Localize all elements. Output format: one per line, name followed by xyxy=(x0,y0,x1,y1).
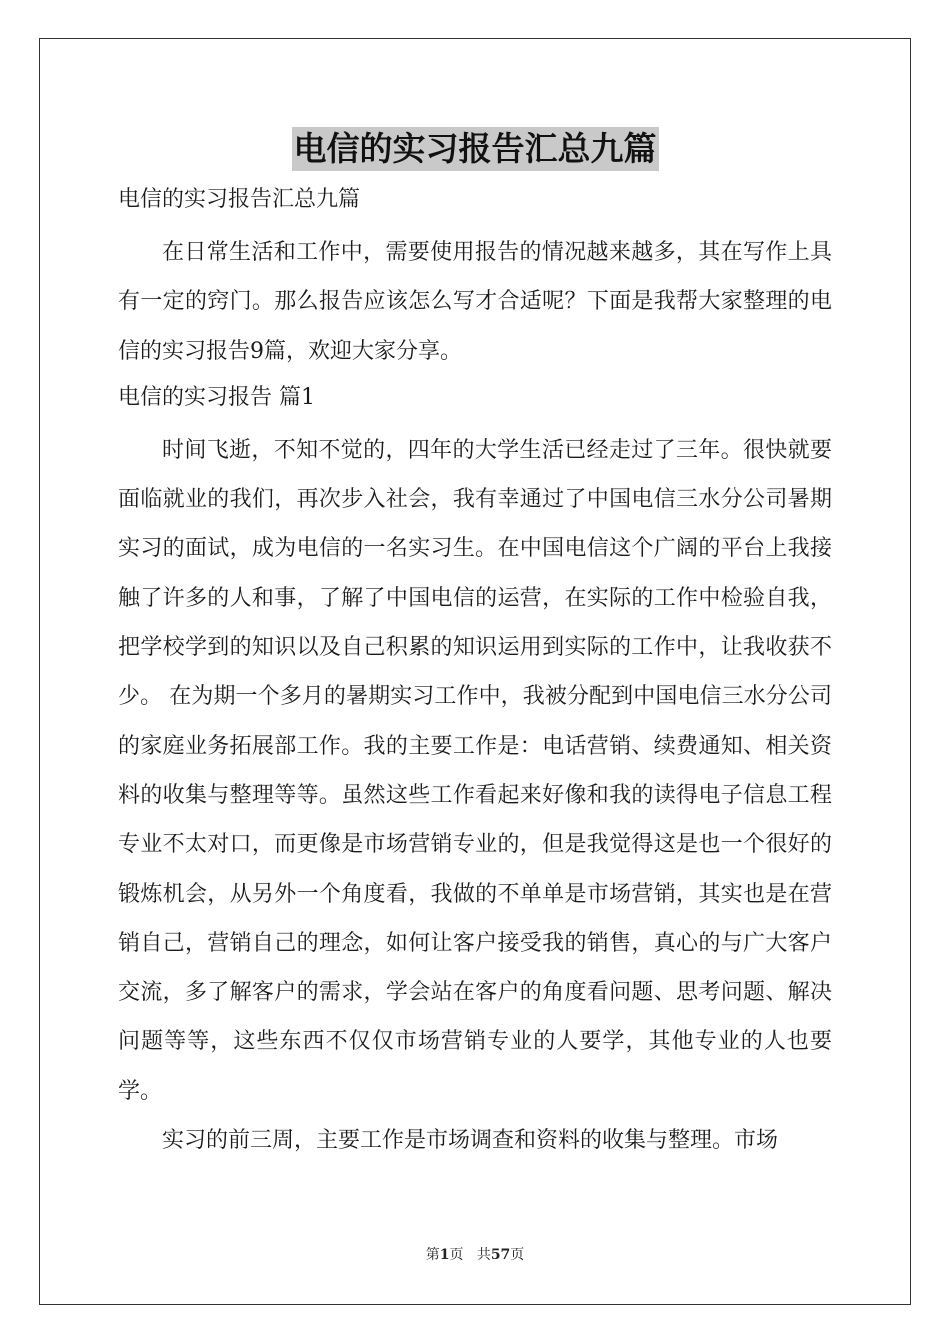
total-pages: 57 xyxy=(490,1247,511,1263)
body-paragraph-1: 时间飞逝，不知不觉的，四年的大学生活已经走过了三年。很快就要面临就业的我们，再次步入社会，我有幸通过了中国电信三水分公司暑期实习的面试，成为电信的一名实习生。在中国电信这个广阔的平台上我接触了许多的人和事，了解了中国电信的运营，在实际的工作中检验自我，把学校学到的知识以及自己积累的知识运用到实际的工作中，让我收获不少。 在为期一个多月的暑期实习工作中，我被分配到中国电信三水分公司的家庭业务拓展部工作。我的主要工作是：电话营销、续费通知、相关资料的收集与整理等等。虽然这些工作看起来好像和我的读得电子信息工程专业不太对口，而更像是市场营销专业的，但是我觉得这是也一个很好的锻炼机会，从另外一个角度看，我做的不单单是市场营销，其实也是在营销自己，营销自己的理念，如何让客户接受我的销售，真心的与广大客户交流，多了解客户的需求，学会站在客户的角度看问题、思考问题、解决问题等等，这些东西不仅仅市场营销专业的人要学，其他专业的人也要学。 xyxy=(118,437,832,1104)
page-number: 1 xyxy=(439,1247,450,1263)
page-footer xyxy=(0,1244,950,1264)
document-subtitle: 电信的实习报告汇总九篇 xyxy=(118,187,361,212)
total-prefix: 共 xyxy=(476,1247,491,1263)
intro-paragraph: 在日常生活和工作中，需要使用报告的情况越来越多，其在写作上具有一定的窍门。那么报告应该怎么写才合适呢？下面是我帮大家整理的电信的实习报告9篇，欢迎大家分享。 xyxy=(118,240,832,364)
page-suffix: 页 xyxy=(449,1247,464,1263)
page-prefix: 第 xyxy=(425,1247,440,1263)
section-heading: 电信的实习报告 篇1 xyxy=(118,384,315,410)
document-body xyxy=(118,180,832,1165)
document-title-wrap xyxy=(0,127,950,177)
total-suffix: 页 xyxy=(510,1247,525,1263)
document-title: 电信的实习报告汇总九篇 xyxy=(292,127,659,171)
body-paragraph-2: 实习的前三周，主要工作是市场调查和资料的收集与整理。市场 xyxy=(162,1128,779,1154)
